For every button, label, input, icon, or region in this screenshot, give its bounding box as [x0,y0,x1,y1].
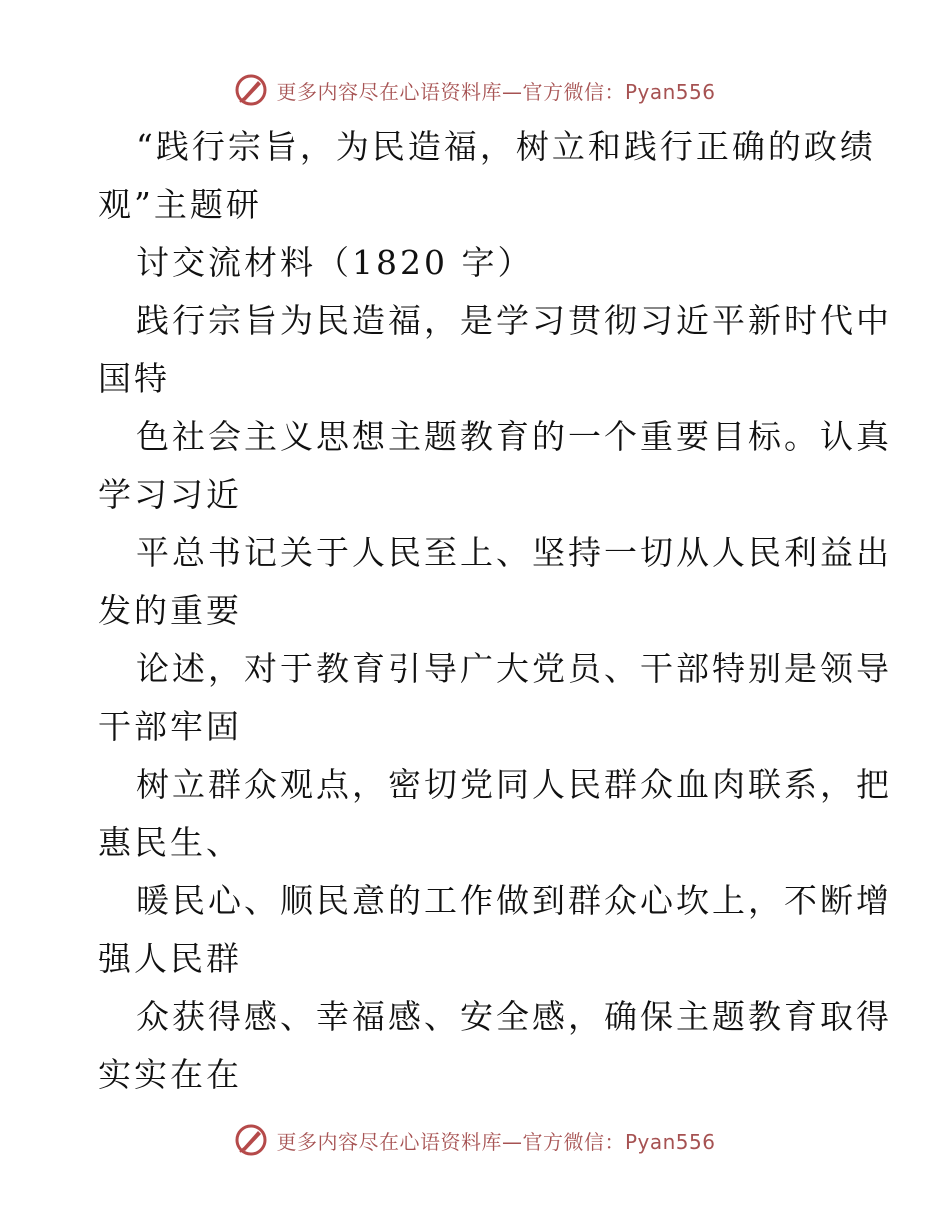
footer-watermark-banner [0,1120,950,1160]
document-text-line: 树立群众观点，密切党同人民群众血肉联系，把 [136,765,892,804]
document-text-line: 强人民群 [98,939,242,978]
document-text-line: 暖民心、顺民意的工作做到群众心坎上，不断增 [136,881,892,920]
document-text-line: 践行宗旨为民造福，是学习贯彻习近平新时代中 [136,301,892,340]
document-text-line: “践行宗旨，为民造福，树立和践行正确的政绩 [136,127,876,166]
document-body [98,118,892,1104]
document-text-line: 学习习近 [98,475,242,514]
document-text-line: 发的重要 [98,591,242,630]
document-text-line: 观”主题研 [98,185,262,224]
document-text-line: 平总书记关于人民至上、坚持一切从人民利益出 [136,533,892,572]
watermark-text: 更多内容尽在心语资料库—官方微信：Pyan556 [276,1129,716,1154]
document-text-line: 实实在在 [98,1055,242,1094]
document-text-line: 国特 [98,359,170,398]
document-text-line: 讨交流材料（1820 字） [136,243,534,282]
feather-pen-logo-icon [234,1123,268,1157]
document-text-line: 色社会主义思想主题教育的一个重要目标。认真 [136,417,892,456]
document-text-line: 众获得感、幸福感、安全感，确保主题教育取得 [136,997,892,1036]
document-text-line: 惠民生、 [98,823,242,862]
document-text-line: 干部牢固 [98,707,242,746]
header-watermark-banner [0,70,950,110]
feather-pen-logo-icon [234,73,268,107]
document-text-line: 论述，对于教育引导广大党员、干部特别是领导 [136,649,892,688]
watermark-text: 更多内容尽在心语资料库—官方微信：Pyan556 [276,79,716,104]
